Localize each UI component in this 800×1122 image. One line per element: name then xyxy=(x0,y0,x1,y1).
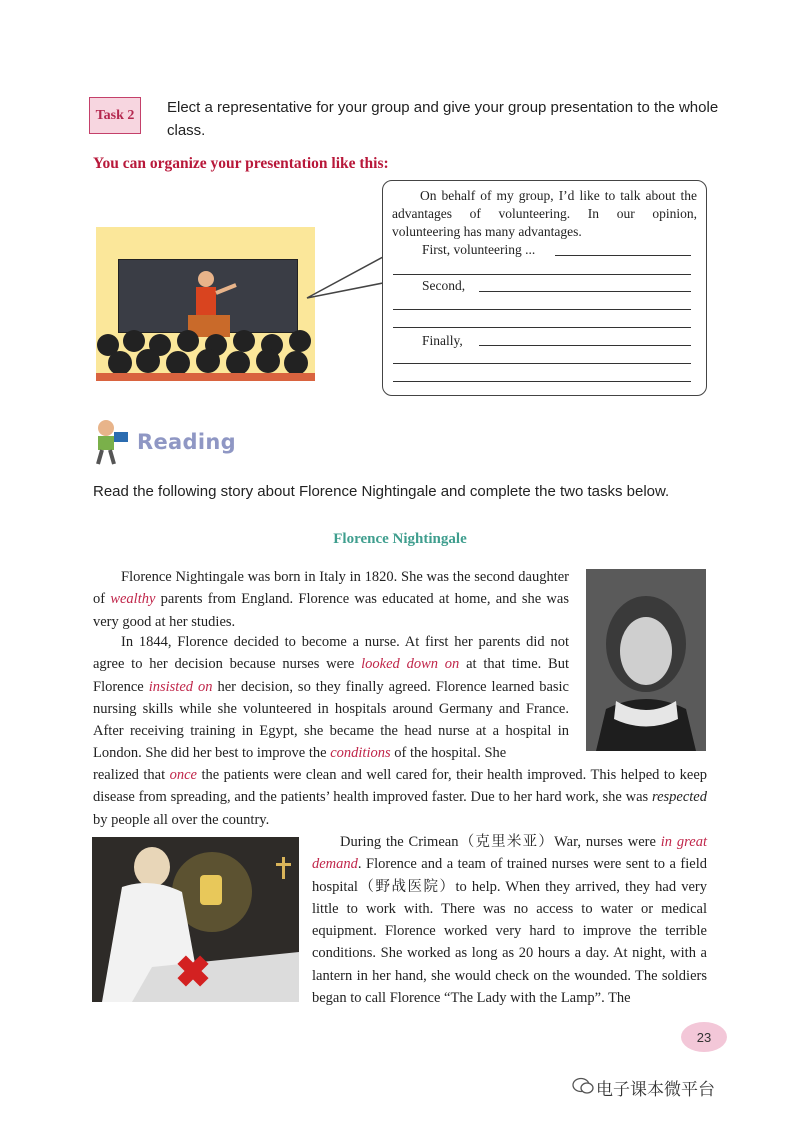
lady-with-lamp-illustration xyxy=(92,837,299,1002)
story-title: Florence Nightingale xyxy=(333,531,467,547)
speech-opening: On behalf of my group, I’d like to talk about the advantages of volunteering. In our opinion, volunteering has many advantages. xyxy=(392,188,697,239)
reader-mascot-icon xyxy=(88,416,134,466)
watermark-text: 电子课本微平台 xyxy=(596,1080,715,1100)
section-title-reading: Reading xyxy=(137,430,236,454)
page-number: 23 xyxy=(681,1022,727,1052)
task-badge: Task 2 xyxy=(89,97,141,134)
organize-heading: You can organize your presentation like this: xyxy=(93,155,389,172)
story-paragraph-2-cont: realized that once the patients were clean and well cared for, their health improved. This helped to keep disease from spreading, and the patients’ health improved faster. Due to her hard work, she was respected by people all over the country. xyxy=(93,767,708,828)
speech-pointer xyxy=(305,255,385,305)
wechat-icon xyxy=(572,1075,594,1097)
speech-finally: Finally, xyxy=(422,333,463,348)
story-paragraph-2: In 1844, Florence decided to become a nurse. At first her parents did not agree to her decision because nurses were looked down on at that time. But Florence insisted on her decision, so they finally agreed. Florence learned basic nursing skills while she volunteered in hospitals around Germany and France. After receiving training in Egypt, she became the head nurse at a hospital in London. She did her best to improve the conditions of the hospital. She xyxy=(93,634,570,762)
reading-instruction: Read the following story about Florence Nightingale and complete the two tasks below. xyxy=(93,483,670,500)
florence-portrait xyxy=(586,569,706,751)
classroom-illustration xyxy=(96,227,315,381)
story-paragraph-1: Florence Nightingale was born in Italy in 1820. She was the second daughter of wealthy parents from England. Florence was educated at home, and she was very good at her studies. xyxy=(93,569,569,630)
task-instruction: Elect a representative for your group and give your group presentation to the whole class. xyxy=(167,99,719,139)
story-paragraph-3: During the Crimean（克里米亚）War, nurses were in great demand. Florence and a team of trained nurses were sent to a field hospital（野战医院）to help. When they arrived, they had very little to work with. There was no access to water or medical equipment. Florence worked very hard to improve the terrible conditions. She worked as long as 20 hours a day. At night, with a lantern in her hand, she would check on the wounded. The soldiers began to call Florence “The Lady with the Lamp”. The xyxy=(312,834,707,1007)
speech-second: Second, xyxy=(422,278,466,293)
presenter-figure xyxy=(96,227,315,381)
speech-first: First, volunteering ... xyxy=(422,242,536,257)
